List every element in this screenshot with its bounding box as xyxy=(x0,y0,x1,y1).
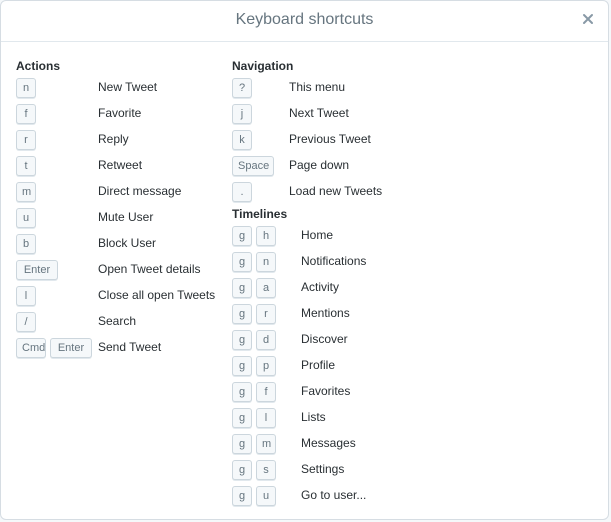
shortcut-key: ? xyxy=(232,78,252,98)
shortcut-description: Home xyxy=(301,228,334,242)
shortcut-description: Retweet xyxy=(98,158,143,172)
shortcut-key: n xyxy=(256,252,276,272)
shortcut-key: h xyxy=(256,226,276,246)
shortcut-key: / xyxy=(16,312,36,332)
shortcut-key: b xyxy=(16,234,36,254)
shortcut-key: l xyxy=(256,408,276,428)
dialog-title: Keyboard shortcuts xyxy=(235,11,374,28)
shortcut-key: s xyxy=(256,460,276,480)
shortcut-key: g xyxy=(232,330,252,350)
shortcut-description: Mentions xyxy=(301,306,350,320)
shortcut-description: Search xyxy=(98,314,137,328)
shortcut-key: u xyxy=(16,208,36,228)
shortcut-key: g xyxy=(232,226,252,246)
shortcut-key: j xyxy=(232,104,252,124)
shortcut-description: Profile xyxy=(301,358,336,372)
shortcut-key: g xyxy=(232,434,252,454)
shortcut-key: r xyxy=(256,304,276,324)
shortcut-description: Block User xyxy=(98,236,157,250)
shortcut-description: Settings xyxy=(301,462,345,476)
shortcut-key: f xyxy=(16,104,36,124)
shortcut-description: Close all open Tweets xyxy=(98,288,216,302)
shortcut-key: g xyxy=(232,486,252,506)
shortcut-key: g xyxy=(232,408,252,428)
shortcut-key: . xyxy=(232,182,252,202)
shortcut-key: Cmd xyxy=(16,338,46,358)
shortcut-description: Lists xyxy=(301,410,326,424)
shortcut-key: Space xyxy=(232,156,274,176)
close-icon[interactable] xyxy=(580,11,596,27)
shortcut-key: l xyxy=(16,286,36,306)
shortcut-key: g xyxy=(232,356,252,376)
shortcut-key: f xyxy=(256,382,276,402)
section-title-timelines: Timelines xyxy=(232,207,288,221)
shortcut-description: Send Tweet xyxy=(98,340,162,354)
shortcut-description: New Tweet xyxy=(98,80,158,94)
shortcut-description: Reply xyxy=(98,132,129,146)
shortcut-key: g xyxy=(232,460,252,480)
shortcut-description: Open Tweet details xyxy=(98,262,201,276)
shortcut-key: g xyxy=(232,278,252,298)
shortcut-key: r xyxy=(16,130,36,150)
shortcut-description: This menu xyxy=(289,80,346,94)
shortcut-description: Previous Tweet xyxy=(289,132,371,146)
shortcut-key: p xyxy=(256,356,276,376)
shortcut-description: Favorite xyxy=(98,106,142,120)
shortcut-key: t xyxy=(16,156,36,176)
shortcut-description: Next Tweet xyxy=(289,106,349,120)
shortcut-description: Go to user... xyxy=(301,488,367,502)
shortcut-key: u xyxy=(256,486,276,506)
section-title-actions: Actions xyxy=(16,59,61,73)
shortcut-description: Notifications xyxy=(301,254,367,268)
shortcut-description: Page down xyxy=(289,158,350,172)
shortcut-key: g xyxy=(232,252,252,272)
shortcut-key: g xyxy=(232,382,252,402)
shortcut-key: k xyxy=(232,130,252,150)
section-title-navigation: Navigation xyxy=(232,59,294,73)
shortcut-description: Mute User xyxy=(98,210,154,224)
shortcut-description: Load new Tweets xyxy=(289,184,383,198)
shortcut-key: a xyxy=(256,278,276,298)
shortcut-key: n xyxy=(16,78,36,98)
shortcut-key: Enter xyxy=(50,338,92,358)
shortcut-key: d xyxy=(256,330,276,350)
shortcut-description: Direct message xyxy=(98,184,182,198)
shortcut-description: Discover xyxy=(301,332,348,346)
shortcut-key: m xyxy=(16,182,36,202)
shortcut-key: m xyxy=(256,434,276,454)
shortcut-description: Activity xyxy=(301,280,340,294)
shortcut-key: g xyxy=(232,304,252,324)
dialog-header xyxy=(1,1,608,42)
shortcut-key: Enter xyxy=(16,260,58,280)
shortcut-description: Favorites xyxy=(301,384,351,398)
shortcut-description: Messages xyxy=(301,436,356,450)
